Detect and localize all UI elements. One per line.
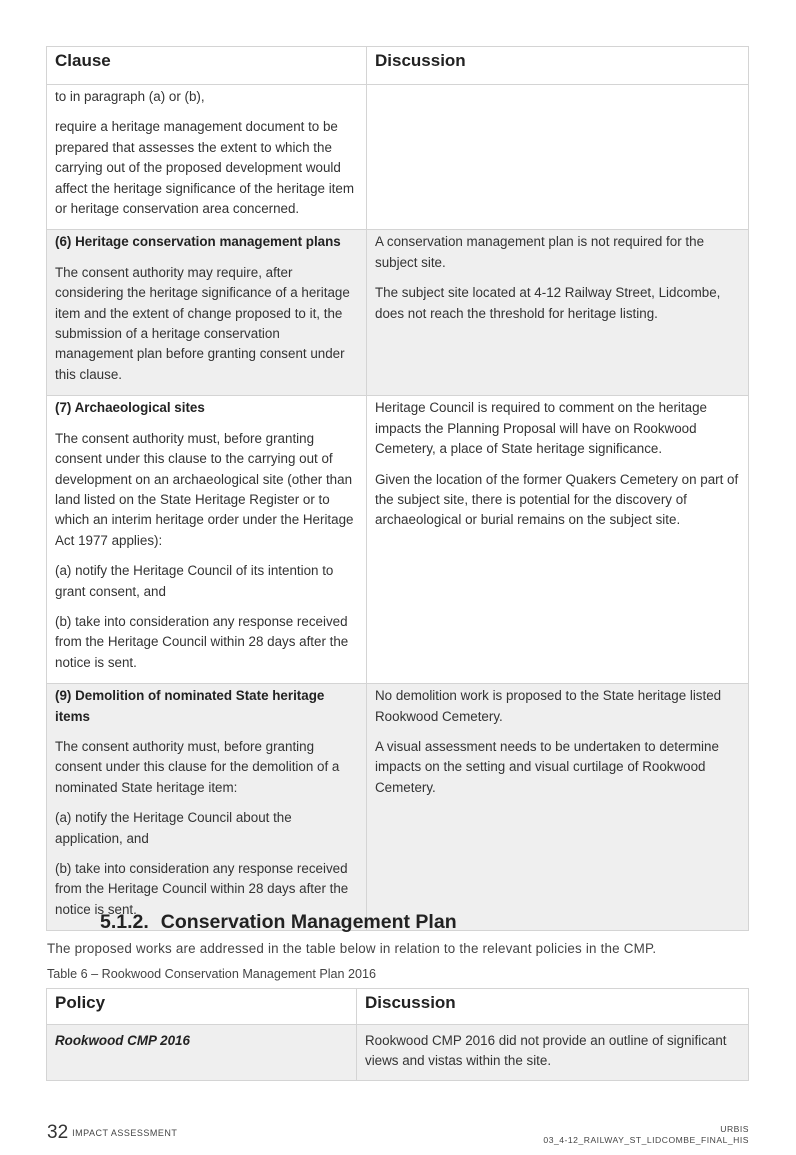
- document-code: 03_4-12_RAILWAY_ST_LIDCOMBE_FINAL_HIS: [543, 1135, 749, 1145]
- discussion-text: No demolition work is proposed to the State heritage listed Rookwood Cemetery.: [375, 688, 722, 724]
- discussion-text: Given the location of the former Quakers Cemetery on part of the subject site, there is potential for the discovery of archaeological or burial remains on the subject site.: [375, 471, 739, 528]
- discussion-text: Heritage Council is required to comment on the heritage impacts the Planning Proposal will have on Rookwood Cemetery, a place of State heritage significance.: [375, 400, 707, 457]
- clause-heading: (6) Heritage conservation management plans: [55, 234, 341, 250]
- clause-cell: [47, 85, 367, 230]
- clause-text: The consent authority must, before granting consent under this clause for the demolition of a nominated State heritage item:: [55, 738, 340, 795]
- table-header-row: [47, 47, 749, 85]
- clause-cell: [47, 230, 367, 396]
- discussion-text: A visual assessment needs to be undertaken to determine impacts on the setting and visual curtilage of Rookwood Cemetery.: [375, 738, 719, 795]
- clause-text: (a) notify the Heritage Council about the application, and: [55, 810, 292, 846]
- discussion-text: A conservation management plan is not required for the subject site.: [375, 234, 705, 270]
- clause-text: The consent authority may require, after considering the heritage significance of a heritage item and the extent of change proposed to it, the submission of a heritage conservation management plan before granting consent under this clause.: [55, 264, 350, 382]
- table-row: [47, 1025, 749, 1081]
- table-row: [47, 684, 749, 931]
- clause-text: (a) notify the Heritage Council of its intention to grant consent, and: [55, 563, 334, 599]
- table-row: [47, 85, 749, 230]
- page-footer-right: [543, 1124, 749, 1146]
- discussion-cell: [367, 684, 749, 931]
- clause-cell: [47, 684, 367, 931]
- page-footer-left: [47, 1122, 177, 1144]
- section-title: Conservation Management Plan: [160, 911, 457, 933]
- clause-cell: [47, 396, 367, 684]
- discussion-cell: [357, 1025, 749, 1081]
- discussion-cell: [367, 230, 749, 396]
- heritage-clause-table: [46, 46, 749, 931]
- table-row: [47, 230, 749, 396]
- section-heading: [100, 911, 457, 934]
- policy-column-header: Policy: [47, 989, 357, 1025]
- clause-heading: (9) Demolition of nominated State heritage items: [55, 688, 325, 724]
- page-number: 32: [47, 1122, 69, 1143]
- section-intro: The proposed works are addressed in the table below in relation to the relevant policies in the CMP.: [47, 941, 657, 956]
- discussion-cell: [367, 85, 749, 230]
- clause-text: (b) take into consideration any response received from the Heritage Council within 28 days after the notice is sent.: [55, 613, 349, 670]
- policy-name: Rookwood CMP 2016: [55, 1033, 190, 1048]
- clause-text: The consent authority must, before granting consent under this clause to the carrying out of development on an archaeological site (other than land listed on the State Heritage Register or to which an interim heritage order under the Heritage Act 1977 applies):: [55, 430, 354, 548]
- company-name: URBIS: [720, 1124, 749, 1134]
- section-number: 5.1.2.: [100, 911, 149, 933]
- clause-text: require a heritage management document to be prepared that assesses the extent to which the carrying out of the proposed development would affect the heritage significance of the heritage item or heritage conservation area concerned.: [55, 119, 354, 217]
- clause-text: (b) take into consideration any response received from the Heritage Council within 28 days after the notice is sent.: [55, 861, 349, 917]
- discussion-text: The subject site located at 4-12 Railway Street, Lidcombe, does not reach the threshold for heritage listing.: [375, 285, 721, 321]
- table-row: [47, 396, 749, 684]
- clause-text: to in paragraph (a) or (b),: [55, 89, 205, 104]
- discussion-cell: [367, 396, 749, 684]
- clause-heading: (7) Archaeological sites: [55, 400, 205, 416]
- discussion-text: Rookwood CMP 2016 did not provide an outline of significant views and vistas within the site.: [365, 1033, 727, 1069]
- table-header-row: [47, 989, 749, 1025]
- policy-cell: [47, 1025, 357, 1081]
- footer-section-label: IMPACT ASSESSMENT: [72, 1128, 178, 1138]
- discussion-column-header: Discussion: [367, 47, 749, 85]
- table-caption: Table 6 – Rookwood Conservation Management Plan 2016: [47, 967, 377, 981]
- clause-column-header: Clause: [47, 47, 367, 85]
- cmp-policy-table: [46, 988, 749, 1081]
- discussion-column-header: Discussion: [357, 989, 749, 1025]
